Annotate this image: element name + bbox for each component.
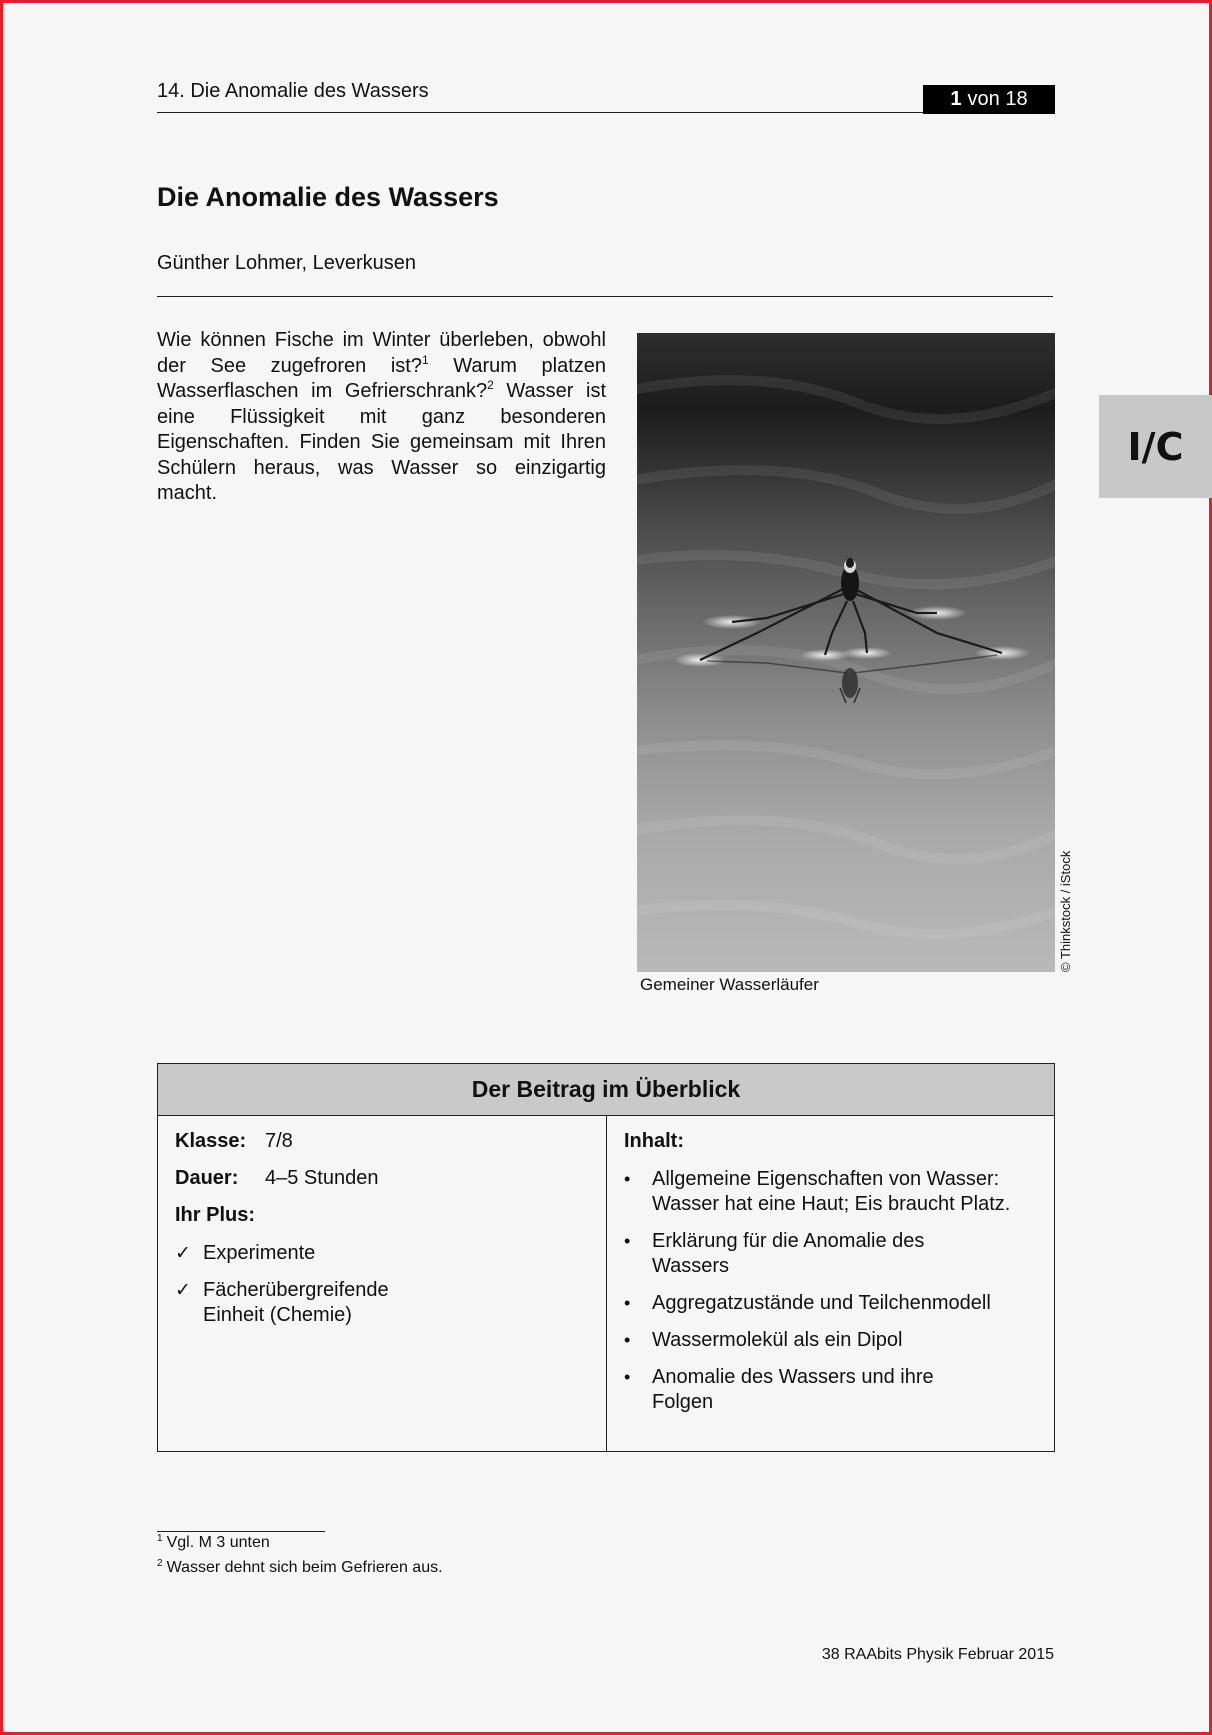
bullet-icon: • bbox=[624, 1169, 631, 1189]
plus-item-text: Fächerübergreifende Einheit (Chemie) bbox=[203, 1279, 389, 1326]
footnote-text: Vgl. M 3 unten bbox=[166, 1534, 270, 1551]
intro-part-3: Wasser ist eine Flüssigkeit mit ganz besonderen Eigenschaften. Finden Sie gemeinsam mit Ihren Schülern heraus, was Wasser so einzigartig macht. bbox=[157, 380, 606, 504]
overview-right-column bbox=[624, 1130, 1044, 1427]
inhalt-item-text: Anomalie des Wassers und ihre Folgen bbox=[652, 1366, 934, 1413]
inhalt-label: Inhalt: bbox=[624, 1130, 684, 1152]
footnote-number: 2 bbox=[157, 1558, 163, 1569]
plus-item bbox=[175, 1241, 433, 1266]
footnote-ref-1[interactable]: 1 bbox=[421, 352, 429, 367]
page-footer: 38 RAAbits Physik Februar 2015 bbox=[821, 1646, 1054, 1663]
bullet-icon: • bbox=[624, 1293, 631, 1313]
inhalt-item bbox=[624, 1167, 1044, 1217]
running-header-title: 14. Die Anomalie des Wassers bbox=[157, 80, 429, 102]
section-tab: I/C bbox=[1099, 395, 1212, 498]
photo-credit: © Thinkstock / iStock bbox=[1058, 850, 1073, 972]
overview-title: Der Beitrag im Überblick bbox=[158, 1064, 1054, 1116]
title-rule bbox=[157, 296, 1053, 297]
intro-part-1: Wie können Fische im Winter überleben, obwohl der See zugefroren ist? bbox=[157, 329, 606, 377]
dauer-value: 4–5 Stunden bbox=[265, 1167, 379, 1189]
intro-part-2: Warum platzen Wasserflaschen im Gefrierschrank? bbox=[157, 354, 607, 402]
page-total: von 18 bbox=[967, 88, 1028, 110]
footnote-2 bbox=[157, 1559, 443, 1577]
overview-left-column bbox=[175, 1130, 433, 1340]
author-line: Günther Lohmer, Leverkusen bbox=[157, 252, 417, 274]
dauer-label: Dauer: bbox=[175, 1167, 239, 1189]
overview-box bbox=[157, 1063, 1055, 1452]
header-rule bbox=[157, 112, 1053, 113]
inhalt-item-text: Erklärung für die Anomalie des Wassers bbox=[652, 1230, 925, 1277]
checkmark-icon: ✓ bbox=[175, 1279, 191, 1301]
photo-caption: Gemeiner Wasserläufer bbox=[640, 975, 819, 994]
inhalt-item-text: Aggregatzustände und Teilchenmodell bbox=[652, 1292, 991, 1314]
inhalt-item-text: Allgemeine Eigenschaften von Wasser: Wasser hat eine Haut; Eis braucht Platz. bbox=[652, 1168, 1011, 1215]
page-number: 1 bbox=[950, 88, 962, 110]
plus-item bbox=[175, 1278, 433, 1328]
column-divider bbox=[606, 1116, 607, 1452]
footnote-rule bbox=[157, 1531, 325, 1532]
intro-paragraph bbox=[157, 328, 606, 507]
footnote-text: Wasser dehnt sich beim Gefrieren aus. bbox=[166, 1559, 443, 1576]
inhalt-item bbox=[624, 1291, 1044, 1316]
klasse-value: 7/8 bbox=[265, 1130, 293, 1152]
plus-item-text: Experimente bbox=[203, 1242, 316, 1264]
klasse-row bbox=[175, 1130, 433, 1167]
footnote-ref-2[interactable]: 2 bbox=[487, 378, 494, 392]
inhalt-item bbox=[624, 1365, 1044, 1415]
page-number-badge bbox=[923, 85, 1055, 114]
bullet-icon: • bbox=[624, 1231, 631, 1251]
dauer-row bbox=[175, 1167, 433, 1204]
klasse-label: Klasse: bbox=[175, 1130, 247, 1152]
bullet-icon: • bbox=[624, 1367, 631, 1387]
water-strider-photo bbox=[637, 333, 1055, 972]
inhalt-item-text: Wassermolekül als ein Dipol bbox=[652, 1329, 903, 1351]
inhalt-item bbox=[624, 1328, 1044, 1353]
document-title: Die Anomalie des Wassers bbox=[157, 182, 499, 212]
checkmark-icon: ✓ bbox=[175, 1242, 191, 1264]
overview-body bbox=[158, 1116, 1054, 1452]
inhalt-item bbox=[624, 1229, 1044, 1279]
plus-label: Ihr Plus: bbox=[175, 1204, 256, 1226]
bullet-icon: • bbox=[624, 1330, 631, 1350]
footnote-number: 1 bbox=[157, 1533, 163, 1544]
footnote-1 bbox=[157, 1534, 270, 1552]
